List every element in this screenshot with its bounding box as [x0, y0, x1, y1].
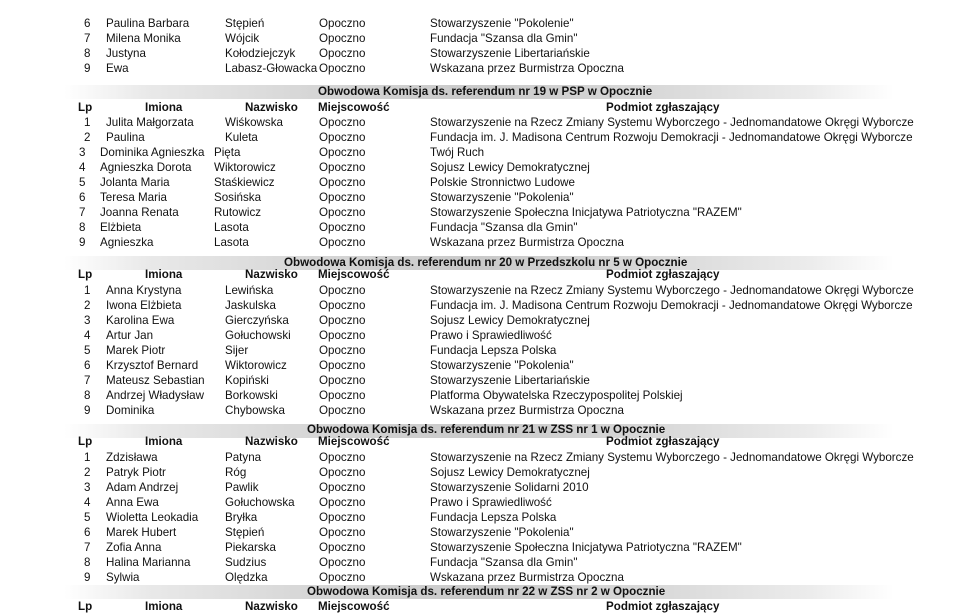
table-row [0, 465, 960, 480]
cell-imiona: Teresa Maria [100, 191, 168, 204]
table-row [0, 115, 960, 130]
cell-nazwisko: Gołuchowski [225, 329, 291, 342]
table-row [0, 540, 960, 555]
header-imiona: Imiona [145, 101, 183, 114]
table-row [0, 343, 960, 358]
cell-podmiot: Stowarzyszenie Społeczna Inicjatywa Patriotyczna "RAZEM" [430, 206, 742, 219]
cell-miejscowosc: Opoczno [319, 314, 366, 327]
cell-miejscowosc: Opoczno [319, 131, 366, 144]
header-lp: Lp [78, 268, 93, 281]
cell-miejscowosc: Opoczno [319, 17, 366, 30]
table-row [0, 388, 960, 403]
cell-nazwisko: Borkowski [225, 389, 278, 402]
cell-imiona: Elżbieta [100, 221, 142, 234]
header-nazwisko: Nazwisko [245, 268, 298, 281]
header-miejscowosc: Miejscowość [318, 600, 390, 613]
cell-lp: 5 [84, 511, 91, 524]
cell-imiona: Julita Małgorzata [106, 116, 194, 129]
table-row [0, 16, 960, 31]
cell-miejscowosc: Opoczno [319, 359, 366, 372]
table-row [0, 283, 960, 298]
header-lp: Lp [78, 435, 93, 448]
cell-miejscowosc: Opoczno [319, 32, 366, 45]
cell-miejscowosc: Opoczno [319, 571, 366, 584]
cell-nazwisko: Kołodziejczyk [225, 47, 296, 60]
cell-nazwisko: Róg [225, 466, 247, 479]
cell-nazwisko: Staśkiewicz [214, 176, 275, 189]
cell-imiona: Andrzej Władysław [106, 389, 204, 402]
cell-lp: 4 [84, 496, 91, 509]
cell-nazwisko: Gołuchowska [225, 496, 295, 509]
cell-miejscowosc: Opoczno [319, 481, 366, 494]
cell-podmiot: Wskazana przez Burmistrza Opoczna [430, 236, 624, 249]
cell-miejscowosc: Opoczno [319, 236, 366, 249]
cell-lp: 3 [79, 146, 86, 159]
cell-lp: 6 [84, 526, 91, 539]
cell-imiona: Patryk Piotr [106, 466, 166, 479]
cell-podmiot: Stowarzyszenie na Rzecz Zmiany Systemu Wyborczego - Jednomandatowe Okręgi Wyborcze [430, 451, 914, 464]
table-row [0, 510, 960, 525]
table-row [0, 235, 960, 250]
cell-nazwisko: Labasz-Głowacka [225, 62, 318, 75]
cell-imiona: Joanna Renata [100, 206, 179, 219]
header-lp: Lp [78, 600, 93, 613]
cell-nazwisko: Jaskulska [225, 299, 276, 312]
cell-imiona: Iwona Elżbieta [106, 299, 182, 312]
cell-imiona: Justyna [106, 47, 146, 60]
table-row [0, 46, 960, 61]
cell-miejscowosc: Opoczno [319, 47, 366, 60]
cell-miejscowosc: Opoczno [319, 496, 366, 509]
cell-imiona: Sylwia [106, 571, 140, 584]
header-nazwisko: Nazwisko [245, 101, 298, 114]
cell-lp: 3 [84, 314, 91, 327]
cell-imiona: Zofia Anna [106, 541, 162, 554]
cell-podmiot: Stowarzyszenie "Pokolenia" [430, 359, 574, 372]
cell-lp: 8 [84, 556, 91, 569]
table-row [0, 495, 960, 510]
cell-nazwisko: Lasota [214, 236, 249, 249]
cell-nazwisko: Lasota [214, 221, 249, 234]
header-imiona: Imiona [145, 268, 183, 281]
cell-imiona: Mateusz Sebastian [106, 374, 205, 387]
table-row [0, 570, 960, 585]
cell-nazwisko: Pawlik [225, 481, 259, 494]
cell-lp: 8 [84, 47, 91, 60]
cell-imiona: Artur Jan [106, 329, 154, 342]
table-row [0, 190, 960, 205]
cell-nazwisko: Stępień [225, 17, 265, 30]
cell-lp: 6 [79, 191, 86, 204]
cell-imiona: Zdzisława [106, 451, 158, 464]
header-podmiot: Podmiot zgłaszający [606, 435, 720, 448]
cell-podmiot: Stowarzyszenie "Pokolenia" [430, 526, 574, 539]
cell-lp: 6 [84, 17, 91, 30]
cell-imiona: Dominika [106, 404, 155, 417]
cell-miejscowosc: Opoczno [319, 451, 366, 464]
cell-lp: 7 [84, 374, 91, 387]
table-header [0, 100, 960, 115]
cell-podmiot: Fundacja im. J. Madisona Centrum Rozwoju Demokracji - Jednomandatowe Okręgi Wyborcze [430, 299, 913, 312]
cell-lp: 4 [79, 161, 86, 174]
cell-podmiot: Stowarzyszenie "Pokolenia" [430, 191, 574, 204]
cell-nazwisko: Chybowska [225, 404, 285, 417]
cell-lp: 5 [84, 344, 91, 357]
table-row [0, 313, 960, 328]
cell-lp: 1 [84, 116, 91, 129]
header-nazwisko: Nazwisko [245, 600, 298, 613]
cell-nazwisko: Lewińska [225, 284, 274, 297]
section-title: Obwodowa Komisja ds. referendum nr 22 w ZSS nr 2 w Opocznie [307, 585, 666, 598]
cell-lp: 7 [79, 206, 86, 219]
cell-lp: 9 [84, 571, 91, 584]
table-row [0, 61, 960, 76]
cell-podmiot: Twój Ruch [430, 146, 485, 159]
cell-podmiot: Sojusz Lewicy Demokratycznej [430, 466, 590, 479]
cell-lp: 5 [79, 176, 86, 189]
cell-miejscowosc: Opoczno [319, 161, 366, 174]
cell-miejscowosc: Opoczno [319, 62, 366, 75]
cell-lp: 7 [84, 541, 91, 554]
cell-podmiot: Stowarzyszenie Libertariańskie [430, 374, 590, 387]
table-row [0, 298, 960, 313]
cell-nazwisko: Sudzius [225, 556, 267, 569]
cell-podmiot: Stowarzyszenie Społeczna Inicjatywa Patriotyczna "RAZEM" [430, 541, 742, 554]
cell-podmiot: Wskazana przez Burmistrza Opoczna [430, 62, 624, 75]
cell-lp: 1 [84, 451, 91, 464]
cell-lp: 7 [84, 32, 91, 45]
header-imiona: Imiona [145, 600, 183, 613]
cell-imiona: Halina Marianna [106, 556, 191, 569]
table-header [0, 599, 960, 614]
cell-miejscowosc: Opoczno [319, 191, 366, 204]
cell-miejscowosc: Opoczno [319, 146, 366, 159]
cell-lp: 9 [79, 236, 86, 249]
cell-podmiot: Stowarzyszenie na Rzecz Zmiany Systemu Wyborczego - Jednomandatowe Okręgi Wyborcze [430, 116, 914, 129]
cell-miejscowosc: Opoczno [319, 206, 366, 219]
cell-imiona: Anna Ewa [106, 496, 159, 509]
table-header [0, 267, 960, 282]
cell-podmiot: Wskazana przez Burmistrza Opoczna [430, 404, 624, 417]
cell-imiona: Agnieszka [100, 236, 154, 249]
cell-lp: 8 [84, 389, 91, 402]
header-lp: Lp [78, 101, 93, 114]
header-imiona: Imiona [145, 435, 183, 448]
table-row [0, 358, 960, 373]
cell-miejscowosc: Opoczno [319, 344, 366, 357]
cell-nazwisko: Wiktorowicz [225, 359, 287, 372]
cell-nazwisko: Kuleta [225, 131, 258, 144]
cell-podmiot: Polskie Stronnictwo Ludowe [430, 176, 576, 189]
cell-imiona: Adam Andrzej [106, 481, 179, 494]
cell-lp: 2 [84, 131, 91, 144]
cell-lp: 2 [84, 466, 91, 479]
cell-nazwisko: Wiktorowicz [214, 161, 276, 174]
cell-imiona: Paulina Barbara [106, 17, 190, 30]
header-miejscowosc: Miejscowość [318, 268, 390, 281]
cell-lp: 6 [84, 359, 91, 372]
table-row [0, 205, 960, 220]
cell-podmiot: Stowarzyszenie Libertariańskie [430, 47, 590, 60]
cell-miejscowosc: Opoczno [319, 221, 366, 234]
cell-podmiot: Platforma Obywatelska Rzeczypospolitej Polskiej [430, 389, 683, 402]
cell-imiona: Dominika Agnieszka [100, 146, 205, 159]
header-miejscowosc: Miejscowość [318, 101, 390, 114]
cell-podmiot: Fundacja Lepsza Polska [430, 511, 557, 524]
cell-imiona: Marek Hubert [106, 526, 177, 539]
cell-imiona: Milena Monika [106, 32, 181, 45]
cell-podmiot: Stowarzyszenie "Pokolenie" [430, 17, 574, 30]
cell-imiona: Ewa [106, 62, 129, 75]
cell-podmiot: Fundacja im. J. Madisona Centrum Rozwoju Demokracji - Jednomandatowe Okręgi Wyborcze [430, 131, 913, 144]
table-row [0, 480, 960, 495]
cell-miejscowosc: Opoczno [319, 284, 366, 297]
table-row [0, 373, 960, 388]
table-row [0, 555, 960, 570]
cell-miejscowosc: Opoczno [319, 374, 366, 387]
cell-lp: 9 [84, 404, 91, 417]
cell-lp: 1 [84, 284, 91, 297]
cell-miejscowosc: Opoczno [319, 466, 366, 479]
cell-miejscowosc: Opoczno [319, 329, 366, 342]
cell-imiona: Anna Krystyna [106, 284, 182, 297]
cell-nazwisko: Kopiński [225, 374, 269, 387]
cell-podmiot: Prawo i Sprawiedliwość [430, 329, 552, 342]
cell-nazwisko: Sosińska [214, 191, 262, 204]
cell-nazwisko: Gierczyńska [225, 314, 289, 327]
cell-nazwisko: Piekarska [225, 541, 276, 554]
cell-podmiot: Fundacja "Szansa dla Gmin" [430, 556, 578, 569]
cell-miejscowosc: Opoczno [319, 176, 366, 189]
table-row [0, 145, 960, 160]
cell-imiona: Paulina [106, 131, 145, 144]
table-row [0, 525, 960, 540]
table-row [0, 130, 960, 145]
cell-podmiot: Fundacja "Szansa dla Gmin" [430, 32, 578, 45]
cell-nazwisko: Bryłka [225, 511, 258, 524]
cell-podmiot: Sojusz Lewicy Demokratycznej [430, 161, 590, 174]
cell-nazwisko: Wójcik [225, 32, 260, 45]
cell-lp: 2 [84, 299, 91, 312]
cell-podmiot: Fundacja "Szansa dla Gmin" [430, 221, 578, 234]
table-row [0, 220, 960, 235]
cell-miejscowosc: Opoczno [319, 389, 366, 402]
cell-lp: 4 [84, 329, 91, 342]
cell-lp: 8 [79, 221, 86, 234]
cell-nazwisko: Sijer [225, 344, 249, 357]
cell-nazwisko: Pięta [214, 146, 241, 159]
table-row [0, 175, 960, 190]
header-miejscowosc: Miejscowość [318, 435, 390, 448]
cell-imiona: Krzysztof Bernard [106, 359, 199, 372]
cell-imiona: Agnieszka Dorota [100, 161, 192, 174]
header-podmiot: Podmiot zgłaszający [606, 101, 720, 114]
cell-lp: 3 [84, 481, 91, 494]
cell-nazwisko: Patyna [225, 451, 262, 464]
cell-lp: 9 [84, 62, 91, 75]
section-title: Obwodowa Komisja ds. referendum nr 21 w ZSS nr 1 w Opocznie [307, 423, 666, 436]
table-header [0, 434, 960, 449]
table-row [0, 328, 960, 343]
cell-podmiot: Stowarzyszenie na Rzecz Zmiany Systemu Wyborczego - Jednomandatowe Okręgi Wyborcze [430, 284, 914, 297]
cell-miejscowosc: Opoczno [319, 116, 366, 129]
header-podmiot: Podmiot zgłaszający [606, 600, 720, 613]
cell-podmiot: Wskazana przez Burmistrza Opoczna [430, 571, 624, 584]
cell-imiona: Jolanta Maria [100, 176, 170, 189]
cell-miejscowosc: Opoczno [319, 526, 366, 539]
cell-nazwisko: Olędzka [225, 571, 268, 584]
cell-nazwisko: Stępień [225, 526, 265, 539]
cell-miejscowosc: Opoczno [319, 299, 366, 312]
cell-miejscowosc: Opoczno [319, 511, 366, 524]
table-row [0, 31, 960, 46]
cell-podmiot: Fundacja Lepsza Polska [430, 344, 557, 357]
cell-podmiot: Sojusz Lewicy Demokratycznej [430, 314, 590, 327]
cell-nazwisko: Wiśkowska [225, 116, 283, 129]
cell-podmiot: Stowarzyszenie Solidarni 2010 [430, 481, 589, 494]
cell-miejscowosc: Opoczno [319, 556, 366, 569]
section-title: Obwodowa Komisja ds. referendum nr 19 w PSP w Opocznie [318, 85, 653, 98]
cell-miejscowosc: Opoczno [319, 541, 366, 554]
cell-imiona: Wioletta Leokadia [106, 511, 199, 524]
cell-imiona: Karolina Ewa [106, 314, 175, 327]
table-row [0, 450, 960, 465]
header-podmiot: Podmiot zgłaszający [606, 268, 720, 281]
table-row [0, 160, 960, 175]
cell-nazwisko: Rutowicz [214, 206, 262, 219]
cell-imiona: Marek Piotr [106, 344, 166, 357]
cell-podmiot: Prawo i Sprawiedliwość [430, 496, 552, 509]
section-title: Obwodowa Komisja ds. referendum nr 20 w Przedszkolu nr 5 w Opocznie [284, 256, 688, 269]
cell-miejscowosc: Opoczno [319, 404, 366, 417]
header-nazwisko: Nazwisko [245, 435, 298, 448]
table-row [0, 403, 960, 418]
